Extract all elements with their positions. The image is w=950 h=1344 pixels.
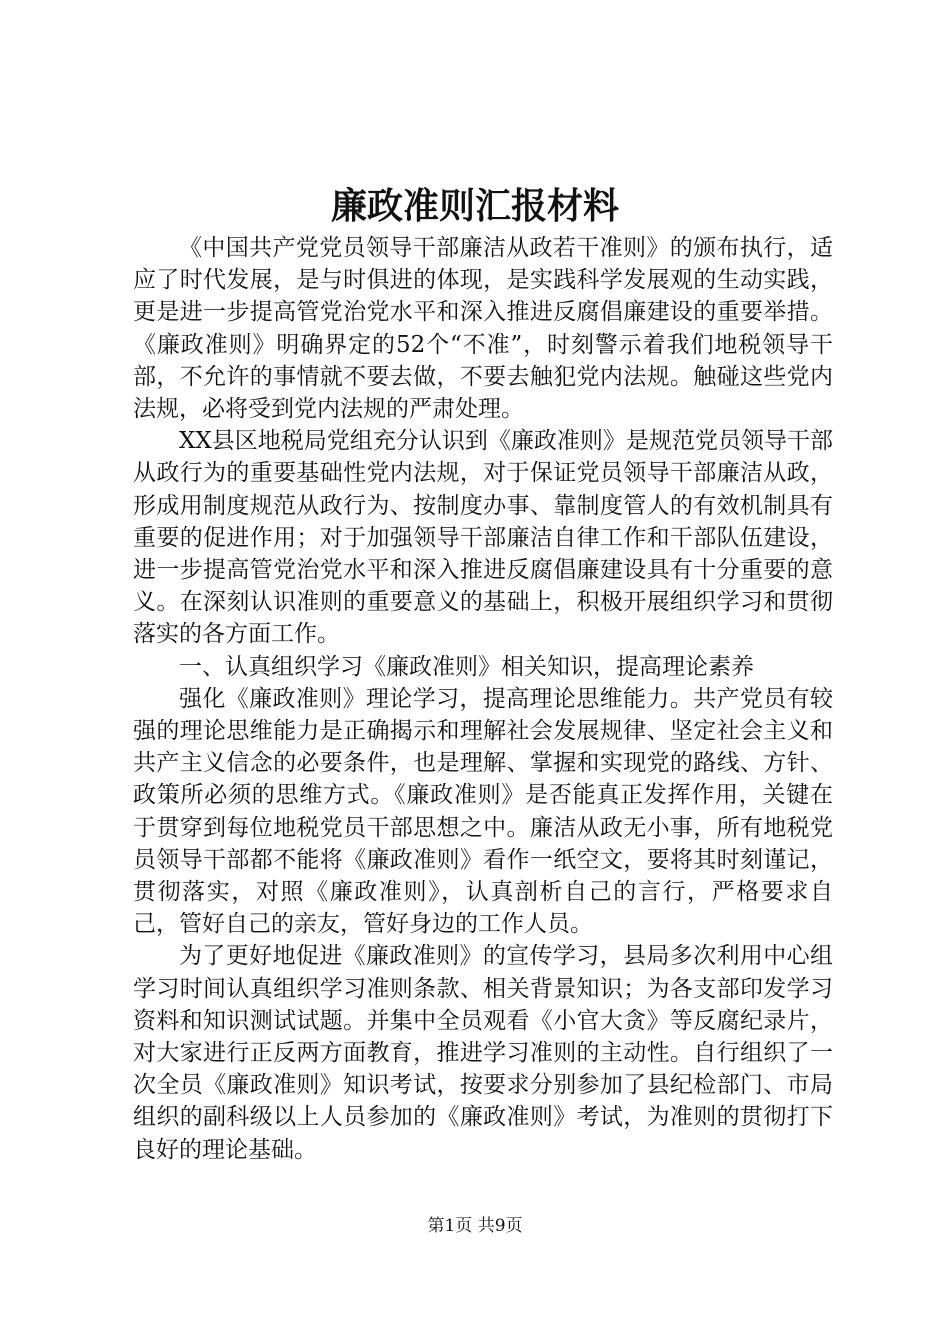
section-heading: 一、认真组织学习《廉政准则》相关知识，提高理论素养 [179, 653, 754, 680]
document-body [133, 232, 833, 1166]
page-footer: 第1页 共9页 [427, 1216, 523, 1236]
paragraph-study-activities: 为了更好地促进《廉政准则》的宣传学习，县局多次利用中心组学习时间认真组织学习准则条款、相关背景知识；为各支部印发学习资料和知识测试试题。并集中全员观看《小官大贪》等反腐纪录片，对大家进行正反两方面教育，推进学习准则的主动性。自行组织了一次全员《廉政准则》知识考试，按要求分别参加了县纪检部门、市局组织的副科级以上人员参加的《廉政准则》考试，为准则的贯彻打下良好的理论基础。 [133, 943, 833, 1163]
paragraph-context: XX县区地税局党组充分认识到《廉政准则》是规范党员领导干部从政行为的重要基础性党内法规，对于保证党员领导干部廉洁从政，形成用制度规范从政行为、按制度办事、靠制度管人的有效机制具有重要的促进作用；对于加强领导干部廉洁自律工作和干部队伍建设，进一步提高管党治党水平和深入推进反腐倡廉建设具有十分重要的意义。在深刻认识准则的重要意义的基础上，积极开展组织学习和贯彻落实的各方面工作。 [133, 428, 833, 648]
page-title: 廉政准则汇报材料 [330, 185, 619, 227]
paragraph-intro: 《中国共产党党员领导干部廉洁从政若干准则》的颁布执行，适应了时代发展，是与时俱进的体现，是实践科学发展观的生动实践，更是进一步提高管党治党水平和深入推进反腐倡廉建设的重要举措。《廉政准则》明确界定的52个“不准”，时刻警示着我们地税领导干部，不允许的事情就不要去做，不要去触犯党内法规。触碰这些党内法规，必将受到党内法规的严肃处理。 [133, 235, 833, 423]
paragraph-theory-study: 强化《廉政准则》理论学习，提高理论思维能力。共产党员有较强的理论思维能力是正确揭示和理解社会发展规律、坚定社会主义和共产主义信念的必要条件，也是理解、掌握和实现党的路线、方针、政策所必须的思维方式。《廉政准则》是否能真正发挥作用，关键在于贯穿到每位地税党员干部思想之中。廉洁从政无小事，所有地税党员领导干部都不能将《廉政准则》看作一纸空文，要将其时刻谨记，贯彻落实，对照《廉政准则》，认真剖析自己的言行，严格要求自己，管好自己的亲友，管好身边的工作人员。 [133, 685, 833, 938]
